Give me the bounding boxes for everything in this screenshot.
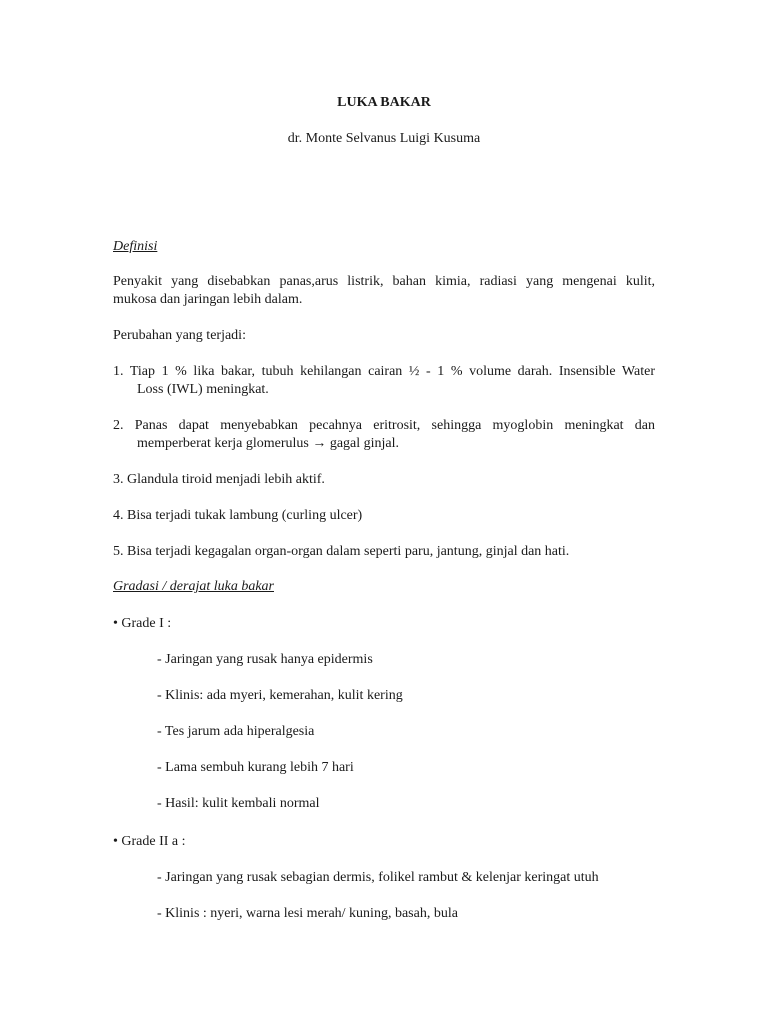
list-item-2-line-1: 2. Panas dapat menyebabkan pecahnya eritrosit, sehingga myoglobin meningkat dan bbox=[113, 418, 655, 433]
section-heading-gradasi: Gradasi / derajat luka bakar bbox=[113, 579, 274, 594]
changes-intro: Perubahan yang terjadi: bbox=[113, 328, 246, 343]
list-item-1-line-2: Loss (IWL) meningkat. bbox=[137, 382, 269, 397]
grade-1-point-4: - Lama sembuh kurang lebih 7 hari bbox=[157, 760, 354, 775]
document-author: dr. Monte Selvanus Luigi Kusuma bbox=[287, 131, 481, 146]
list-item-5: 5. Bisa terjadi kegagalan organ-organ dalam seperti paru, jantung, ginjal dan hati. bbox=[113, 544, 570, 559]
section-heading-definisi: Definisi bbox=[113, 239, 158, 254]
grade-2a-point-1: - Jaringan yang rusak sebagian dermis, folikel rambut & kelenjar keringat utuh bbox=[157, 870, 599, 885]
list-item-2-line-2: memperberat kerja glomerulus → gagal ginjal. bbox=[137, 436, 400, 451]
grade-1-label: • Grade I : bbox=[113, 616, 172, 631]
definition-paragraph-line-1: Penyakit yang disebabkan panas,arus listrik, bahan kimia, radiasi yang mengenai kulit, bbox=[113, 274, 655, 289]
list-item-1-line-1: 1. Tiap 1 % lika bakar, tubuh kehilangan cairan ½ - 1 % volume darah. Insensible Water bbox=[113, 364, 655, 379]
grade-2a-point-2: - Klinis : nyeri, warna lesi merah/ kuning, basah, bula bbox=[157, 906, 458, 921]
grade-1-point-5: - Hasil: kulit kembali normal bbox=[157, 796, 320, 811]
list-item-3: 3. Glandula tiroid menjadi lebih aktif. bbox=[113, 472, 325, 487]
document-title: LUKA BAKAR bbox=[337, 95, 431, 110]
definition-paragraph-line-2: mukosa dan jaringan lebih dalam. bbox=[113, 292, 303, 307]
list-item-4: 4. Bisa terjadi tukak lambung (curling ulcer) bbox=[113, 508, 363, 523]
grade-1-point-1: - Jaringan yang rusak hanya epidermis bbox=[157, 652, 373, 667]
grade-1-point-3: - Tes jarum ada hiperalgesia bbox=[157, 724, 315, 739]
grade-2a-label: • Grade II a : bbox=[113, 834, 186, 849]
grade-1-point-2: - Klinis: ada myeri, kemerahan, kulit kering bbox=[157, 688, 403, 703]
